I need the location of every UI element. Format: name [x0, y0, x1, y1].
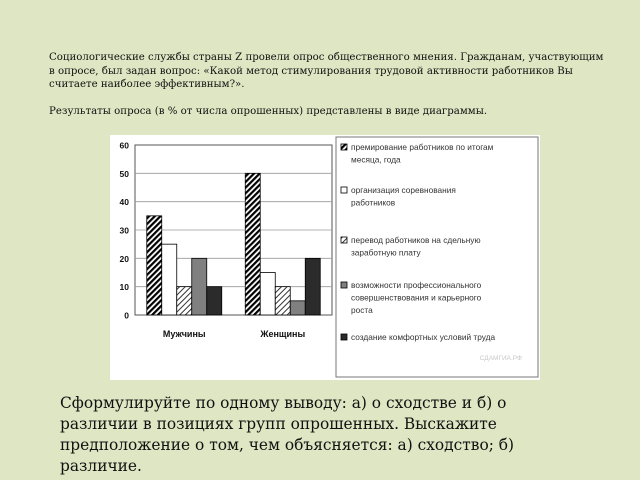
y-tick-label: 20	[119, 253, 129, 264]
legend-swatch	[341, 334, 347, 340]
bar	[207, 287, 222, 315]
bar	[245, 173, 260, 315]
y-tick-label: 40	[119, 197, 129, 208]
legend-label: перевод работников на сдельную заработную плату	[351, 235, 481, 258]
intro-paragraph-2: Результаты опроса (в % от числа опрошенных) представлены в виде диаграммы.	[49, 105, 488, 117]
bar	[162, 244, 177, 315]
legend-swatch	[341, 237, 347, 243]
y-tick-label: 10	[119, 282, 129, 293]
bar	[177, 287, 192, 315]
intro-paragraph-1: Социологические службы страны Z провели опрос общественного мнения. Гражданам, участвующим в опросе, был задан вопрос: «Какой метод стимулирования трудовой активности работников Вы считаете наиболее эффективным?».	[49, 52, 604, 90]
legend-swatch	[341, 282, 347, 288]
y-tick-label: 50	[119, 168, 129, 179]
y-tick-label: 60	[119, 140, 129, 151]
task-intro	[49, 51, 609, 118]
x-category-label: Мужчины	[162, 329, 206, 339]
legend-swatch	[341, 187, 347, 193]
legend-label: создание комфортных условий труда	[351, 332, 496, 342]
x-category-label: Женщины	[260, 329, 306, 339]
bar	[290, 301, 305, 315]
bar	[275, 287, 290, 315]
legend-label: возможности профессионального совершенствования и карьерного роста	[351, 280, 482, 315]
bar-chart	[110, 135, 540, 380]
bar	[147, 216, 162, 315]
y-tick-label: 30	[119, 225, 129, 236]
legend-swatch	[341, 144, 347, 150]
legend-label: организация соревнования работников	[351, 185, 456, 208]
bar	[260, 273, 275, 316]
bar	[305, 258, 320, 315]
question-text: Сформулируйте по одному выводу: а) о сходстве и б) о различии в позициях групп опрошенных. Выскажите предположение о том, чем объясняется: а) сходство; б) различие.	[60, 394, 515, 475]
bar	[192, 258, 207, 315]
watermark: СДАМГИА.РФ	[479, 355, 522, 362]
legend-label: премирование работников по итогам месяца, года	[351, 142, 494, 165]
y-tick-label: 0	[124, 310, 129, 321]
